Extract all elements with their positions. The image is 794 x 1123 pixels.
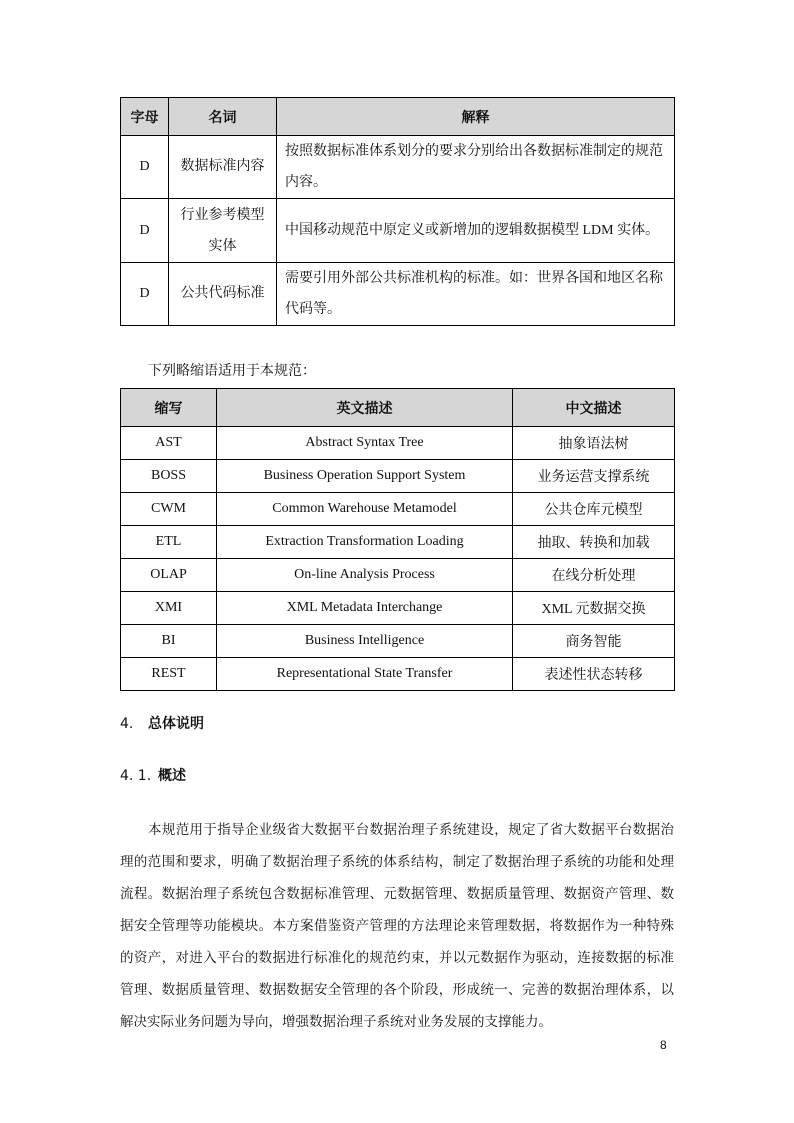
abbreviation-intro: 下列略缩语适用于本规范： bbox=[148, 364, 316, 379]
table-row bbox=[121, 460, 675, 493]
english-description-cell: Representational State Transfer bbox=[217, 658, 513, 691]
english-description-cell: On-line Analysis Process bbox=[217, 559, 513, 592]
paragraph-line: 理的范围和要求，明确了数据治理子系统的体系结构，制定了数据治理子系统的功能和处理 bbox=[120, 854, 674, 869]
explanation-line: 中国移动规范中原定义或新增加的逻辑数据模型 LDM 实体。 bbox=[285, 222, 660, 238]
page-number: 8 bbox=[660, 1038, 667, 1052]
section-number: 4. bbox=[120, 716, 134, 732]
table-row bbox=[121, 493, 675, 526]
english-description-cell: Abstract Syntax Tree bbox=[217, 427, 513, 460]
header-term: 名词 bbox=[169, 98, 277, 136]
table-row bbox=[121, 136, 675, 199]
chinese-description-cell: XML 元数据交换 bbox=[513, 592, 675, 625]
paragraph-line: 据安全管理等功能模块。本方案借鉴资产管理的方法理论来管理数据，将数据作为一种特殊 bbox=[120, 918, 674, 933]
english-description-cell: XML Metadata Interchange bbox=[217, 592, 513, 625]
abbreviation-cell: CWM bbox=[121, 493, 217, 526]
abbreviation-cell: XMI bbox=[121, 592, 217, 625]
subsection-title: 概述 bbox=[158, 768, 186, 784]
term-text: 公共代码标准 bbox=[180, 286, 265, 301]
paragraph-line: 流程。数据治理子系统包含数据标准管理、元数据管理、数据质量管理、数据资产管理、数 bbox=[120, 886, 674, 901]
chinese-description-cell: 抽象语法树 bbox=[513, 427, 675, 460]
explanation-cell bbox=[277, 136, 675, 199]
term-cell bbox=[169, 199, 277, 263]
letter-text: D bbox=[139, 222, 150, 238]
term-line: 行业参考模型 bbox=[180, 207, 265, 223]
explanation-line: 按照数据标准体系划分的要求分别给出各数据标准制定的规范 bbox=[285, 144, 663, 159]
table-row bbox=[121, 592, 675, 625]
abbreviation-table-header-row bbox=[121, 389, 675, 427]
abbreviation-cell: BI bbox=[121, 625, 217, 658]
abbreviation-table bbox=[120, 388, 675, 691]
abbreviation-cell: AST bbox=[121, 427, 217, 460]
table-row bbox=[121, 526, 675, 559]
abbreviation-cell: REST bbox=[121, 658, 217, 691]
table-row bbox=[121, 625, 675, 658]
paragraph-line: 管理、数据质量管理、数据数据安全管理的各个阶段，形成统一、完善的数据治理体系，以 bbox=[120, 982, 674, 997]
letter-cell bbox=[121, 263, 169, 326]
letter-text: D bbox=[139, 286, 150, 301]
english-description-cell: Extraction Transformation Loading bbox=[217, 526, 513, 559]
chinese-description-cell: 公共仓库元模型 bbox=[513, 493, 675, 526]
term-text: 数据标准内容 bbox=[180, 159, 265, 174]
paragraph-line: 解决实际业务问题为导向，增强数据治理子系统对业务发展的支撑能力。 bbox=[120, 1014, 552, 1029]
header-english-description: 英文描述 bbox=[217, 389, 513, 427]
header-chinese-description: 中文描述 bbox=[513, 389, 675, 427]
abbreviation-cell: ETL bbox=[121, 526, 217, 559]
term-line: 实体 bbox=[208, 238, 237, 254]
chinese-description-cell: 在线分析处理 bbox=[513, 559, 675, 592]
terms-table-header-row bbox=[121, 98, 675, 136]
letter-cell bbox=[121, 136, 169, 199]
english-description-cell: Business Intelligence bbox=[217, 625, 513, 658]
header-explanation: 解释 bbox=[277, 98, 675, 136]
header-letter: 字母 bbox=[121, 98, 169, 136]
explanation-cell bbox=[277, 199, 675, 263]
letter-text: D bbox=[139, 159, 150, 174]
terms-table bbox=[120, 97, 675, 326]
header-abbreviation: 缩写 bbox=[121, 389, 217, 427]
section-title: 总体说明 bbox=[148, 716, 204, 732]
explanation-line: 需要引用外部公共标准机构的标准。如：世界各国和地区名称 bbox=[285, 271, 663, 286]
term-cell bbox=[169, 263, 277, 326]
table-row bbox=[121, 658, 675, 691]
explanation-line: 内容。 bbox=[285, 175, 327, 190]
subsection-number: 4. 1. bbox=[120, 768, 152, 784]
english-description-cell: Common Warehouse Metamodel bbox=[217, 493, 513, 526]
table-row bbox=[121, 559, 675, 592]
paragraph-line: 本规范用于指导企业级省大数据平台数据治理子系统建设，规定了省大数据平台数据治 bbox=[148, 822, 674, 837]
chinese-description-cell: 抽取、转换和加载 bbox=[513, 526, 675, 559]
table-row bbox=[121, 427, 675, 460]
paragraph-line: 的资产，对进入平台的数据进行标准化的规范约束，并以元数据作为驱动，连接数据的标准 bbox=[120, 950, 674, 965]
chinese-description-cell: 业务运营支撑系统 bbox=[513, 460, 675, 493]
explanation-cell bbox=[277, 263, 675, 326]
term-cell bbox=[169, 136, 277, 199]
table-row bbox=[121, 199, 675, 263]
chinese-description-cell: 表述性状态转移 bbox=[513, 658, 675, 691]
abbreviation-cell: BOSS bbox=[121, 460, 217, 493]
chinese-description-cell: 商务智能 bbox=[513, 625, 675, 658]
letter-cell bbox=[121, 199, 169, 263]
explanation-line: 代码等。 bbox=[285, 302, 341, 317]
english-description-cell: Business Operation Support System bbox=[217, 460, 513, 493]
overview-paragraph bbox=[120, 814, 674, 1038]
table-row bbox=[121, 263, 675, 326]
abbreviation-cell: OLAP bbox=[121, 559, 217, 592]
